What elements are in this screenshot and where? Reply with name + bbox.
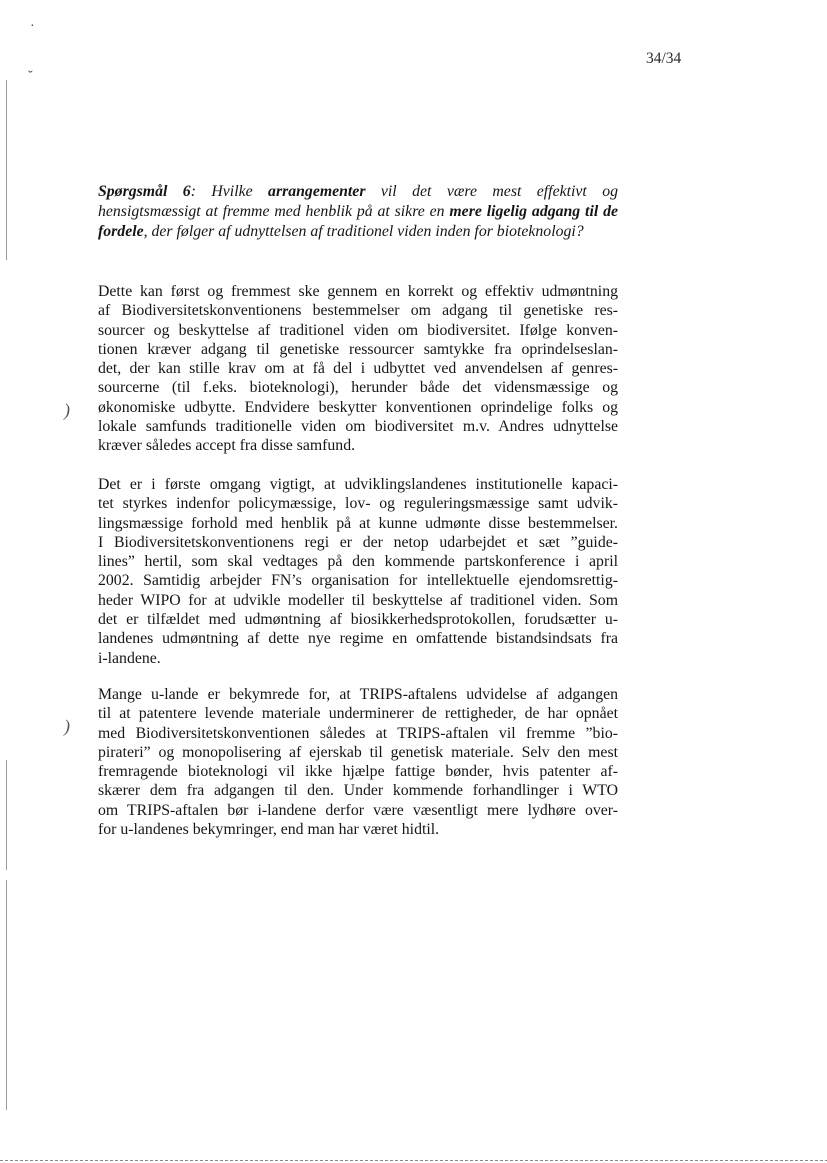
paragraph-line: kræver således accept fra disse samfund. bbox=[98, 437, 356, 455]
paragraph-line: med Biodiversitetskonventionen således at TRIPS-aftalen vil fremme ”bio- bbox=[98, 724, 618, 742]
answer-paragraph-2 bbox=[98, 475, 618, 668]
scan-bottom-rule bbox=[0, 1160, 827, 1161]
paragraph-line: Dette kan først og fremmest ske gennem en korrekt og effektiv udmøntning bbox=[98, 283, 618, 300]
scan-edge-line bbox=[6, 880, 7, 1110]
paragraph-line: tet styrkes indenfor policymæssige, lov- og reguleringsmæssige samt udvik- bbox=[98, 495, 618, 513]
scan-edge-line bbox=[6, 760, 7, 870]
paragraph-line: økonomiske udbytte. Endvidere beskytter konventionen oprindelige folks og bbox=[98, 398, 618, 416]
page-number: 34/34 bbox=[646, 50, 682, 67]
paragraph-line: i-landene. bbox=[98, 649, 161, 667]
question-emphasis-2: mere ligelig adgang til de fordele bbox=[98, 203, 618, 241]
paragraph-line: landenes udmøntning af dette nye regime en omfattende bistandsindsats fra bbox=[98, 630, 618, 648]
paragraph-line: tionen kræver adgang til genetiske ressourcer samtykke fra oprindelseslan- bbox=[98, 340, 618, 358]
answer-paragraph-1 bbox=[98, 282, 618, 456]
paragraph-line: til at patentere levende materiale underminerer de rettigheder, de har opnået bbox=[98, 705, 618, 723]
paragraph-line: skærer dem fra adgangen til den. Under kommende forhandlinger i WTO bbox=[98, 782, 618, 800]
scan-edge-line bbox=[6, 80, 7, 260]
question-label: Spørgsmål 6 bbox=[98, 183, 191, 200]
paragraph-line: det er tilfældet med udmøntning af biosikkerhedsprotokollen, forudsætter u- bbox=[98, 611, 618, 629]
paragraph-line: om TRIPS-aftalen bør i-landene derfor være væsentligt mere lydhøre over- bbox=[98, 801, 618, 819]
scan-speck: ˇ bbox=[28, 69, 33, 84]
margin-bracket-mark: ) bbox=[64, 400, 70, 420]
question-text-2: vil det være mest effektivt og hensigtsmæssigt at fremme med henblik på at sikre en bbox=[98, 183, 619, 221]
question-emphasis-1: arrangementer bbox=[268, 183, 366, 200]
question-text-3: , der følger af udnyttelsen af traditionel viden inden for bioteknologi? bbox=[143, 223, 584, 241]
question-colon: : bbox=[190, 183, 196, 200]
paragraph-line: pirateri” og monopolisering af ejerskab til genetisk materiale. Selv den mest bbox=[98, 743, 618, 761]
paragraph-line: sourcer og beskyttelse af traditionel viden om biodiversitet. Ifølge konven- bbox=[98, 321, 618, 339]
question-heading bbox=[98, 182, 618, 243]
scan-speck: · bbox=[30, 19, 35, 34]
paragraph-line: I Biodiversitetskonventionens regi er der netop udarbejdet et sæt ”guide- bbox=[98, 533, 618, 551]
paragraph-line: lokale samfunds traditionelle viden om biodiversitet m.v. Andres udnyttelse bbox=[98, 418, 618, 436]
paragraph-line: sourcerne (til f.eks. bioteknologi), herunder både det vidensmæssige og bbox=[98, 379, 618, 397]
paragraph-line: af Biodiversitetskonventionens bestemmelser om adgang til genetiske res- bbox=[98, 302, 618, 320]
paragraph-line: Det er i første omgang vigtigt, at udviklingslandenes institutionelle kapaci- bbox=[98, 476, 618, 493]
question-text-1: Hvilke bbox=[195, 183, 269, 200]
paragraph-line: 2002. Samtidig arbejder FN’s organisation for intellektuelle ejendomsrettig- bbox=[98, 572, 618, 590]
answer-paragraph-3 bbox=[98, 685, 618, 839]
margin-bracket-mark: ) bbox=[64, 716, 70, 736]
paragraph-line: heder WIPO for at udvikle modeller til beskyttelse af traditionel viden. Som bbox=[98, 591, 618, 609]
paragraph-line: lingsmæssige forhold med henblik på at kunne udmønte disse bestemmelser. bbox=[98, 514, 618, 532]
paragraph-line: for u-landenes bekymringer, end man har været hidtil. bbox=[98, 821, 440, 839]
paragraph-line: det, der kan stille krav om at få del i udbyttet ved anvendelsen af genres- bbox=[98, 360, 618, 378]
paragraph-line: Mange u-lande er bekymrede for, at TRIPS-aftalens udvidelse af adgangen bbox=[98, 686, 618, 703]
paragraph-line: lines” hertil, som skal vedtages på den kommende partskonference i april bbox=[98, 553, 618, 571]
paragraph-line: fremragende bioteknologi vil ikke hjælpe fattige bønder, hvis patenter af- bbox=[98, 763, 618, 781]
